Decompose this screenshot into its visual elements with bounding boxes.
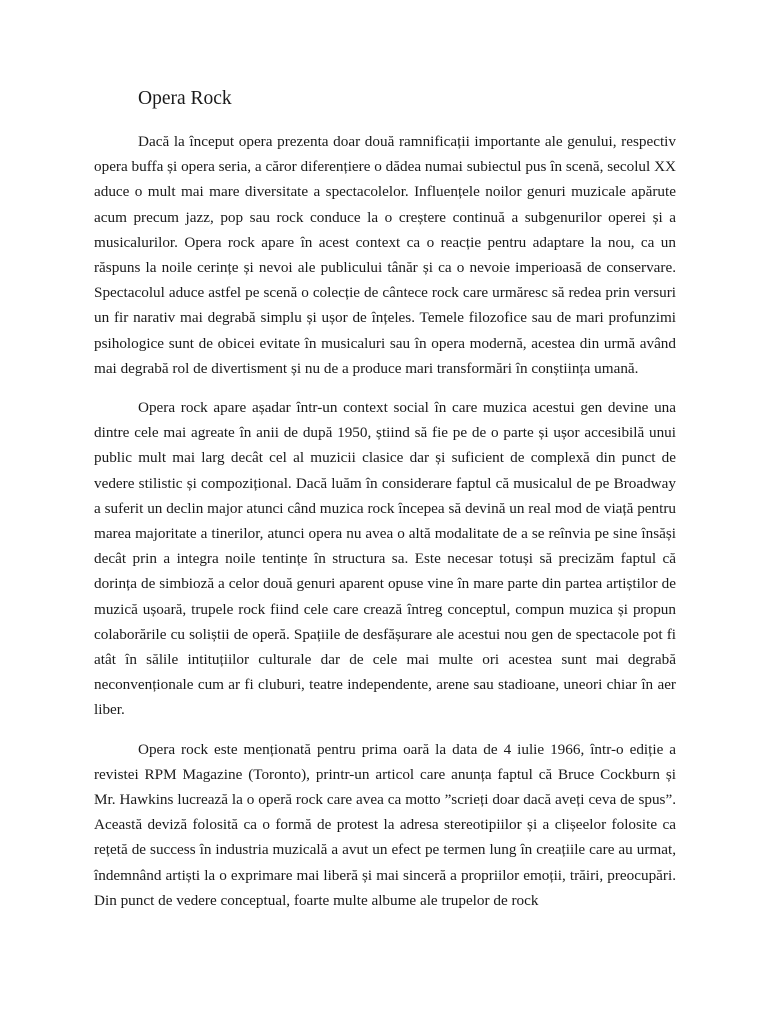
document-body xyxy=(94,86,676,913)
paragraph-1: Dacă la început opera prezenta doar două ramnificații importante ale genului, respectiv opera buffa și opera seria, a căror diferențiere o dădea numai subiectul pus în scenă, secolul XX aduce o mult mai mare diversitate a spectacolelor. Influențele noilor genuri muzicale apărute acum precum jazz, pop sau rock conduce la o creștere continuă a subgenurilor operei și a musicalurilor. Opera rock apare în acest context ca o reacție pentru adaptare la nou, ca un răspuns la noile cerințe și nevoi ale publicului tânăr și ca o nevoie imperioasă de conservare. Spectacolul aduce astfel pe scenă o colecție de cântece rock care urmăresc să redea prin versuri un fir narativ mai degrabă simplu și ușor de înțeles. Temele filozofice sau de mari profunzimi psihologice sunt de obicei evitate în musicaluri sau în opera modernă, acestea din urmă având mai degrabă rol de divertisment și nu de a produce mari transformări în conștiința umană. xyxy=(94,133,676,377)
document-title: Opera Rock xyxy=(138,88,232,109)
paragraph-2: Opera rock apare așadar într-un context social în care muzica acestui gen devine una dintre cele mai agreate în anii de după 1950, știind să fie pe de o parte și ușor accesibilă unui public mult mai larg decât cel al muzicii clasice dar și suficient de complexă din punct de vedere stilistic și compozițional. Dacă luăm în considerare faptul că musicalul de pe Broadway a suferit un declin major atunci când muzica rock începea să devină un real mod de viață pentru marea majoritate a tinerilor, atunci opera nu avea o altă modalitate de a se reînvia pe sine însăși decât prin a integra noile tentințe în structura sa. Este necesar totuși să precizăm faptul că dorința de simbioză a celor două genuri aparent opuse vine în mare parte din partea artiștilor de muzică ușoară, trupele rock fiind cele care crează întreg conceptul, compun muzica și propun colaborările cu soliștii de operă. Spațiile de desfășurare ale acestui nou gen de spectacole pot fi atât în sălile intituțiilor culturale dar de cele mai multe ori acestea sunt mai degrabă neconvenționale cum ar fi cluburi, teatre independente, arene sau stadioane, uneori chiar în aer liber. xyxy=(94,399,676,719)
paragraph-3: Opera rock este menționată pentru prima oară la data de 4 iulie 1966, într-o ediție a revistei RPM Magazine (Toronto), printr-un articol care anunța faptul că Bruce Cockburn și Mr. Hawkins lucrează la o operă rock care avea ca motto ”scrieți doar dacă aveți ceva de spus”. Această deviză folosită ca o formă de protest la adresa stereotipiilor și a clișeelor folosite ca rețetă de success în industria muzicală a avut un efect pe termen lung în creațiile care au urmat, îndemnând artiști la o exprimare mai liberă și mai sinceră a propriilor emoții, trăiri, preocupări. Din punct de vedere conceptual, foarte multe albume ale trupelor de rock xyxy=(94,740,676,909)
